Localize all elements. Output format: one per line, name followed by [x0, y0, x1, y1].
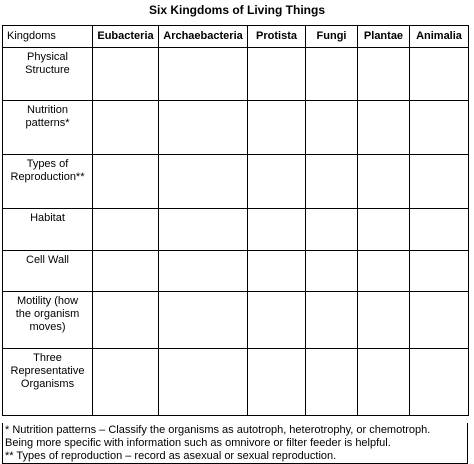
cell-protista[interactable]	[248, 101, 306, 155]
cell-plantae[interactable]	[358, 101, 410, 155]
row-types-of-reproduction	[3, 155, 469, 209]
header-plantae: Plantae	[358, 26, 410, 48]
cell-plantae[interactable]	[358, 349, 410, 416]
cell-eubacteria[interactable]	[93, 349, 159, 416]
footnote-reproduction: ** Types of reproduction – record as asexual or sexual reproduction.	[5, 450, 337, 462]
cell-archaebacteria[interactable]	[159, 209, 248, 251]
kingdoms-table	[2, 25, 469, 416]
row-cell-wall	[3, 251, 469, 292]
header-protista: Protista	[248, 26, 306, 48]
cell-archaebacteria[interactable]	[159, 155, 248, 209]
cell-protista[interactable]	[248, 155, 306, 209]
cell-protista[interactable]	[248, 349, 306, 416]
cell-eubacteria[interactable]	[93, 101, 159, 155]
row-nutrition-patterns	[3, 101, 469, 155]
cell-eubacteria[interactable]	[93, 48, 159, 101]
row-label: Nutrition patterns*	[3, 101, 93, 155]
cell-archaebacteria[interactable]	[159, 101, 248, 155]
header-kingdoms: Kingdoms	[3, 26, 93, 48]
header-archaebacteria: Archaebacteria	[159, 26, 248, 48]
cell-fungi[interactable]	[306, 349, 358, 416]
cell-protista[interactable]	[248, 209, 306, 251]
cell-protista[interactable]	[248, 251, 306, 292]
page-title: Six Kingdoms of Living Things	[149, 3, 325, 17]
cell-animalia[interactable]	[410, 209, 469, 251]
header-eubacteria: Eubacteria	[93, 26, 159, 48]
footnotes	[2, 423, 468, 464]
row-three-representative-organisms	[3, 349, 469, 416]
footnote-nutrition-detail: Being more specific with information such as omnivore or filter feeder is helpful.	[5, 437, 391, 449]
row-label: Motility (how the organism moves)	[3, 292, 93, 349]
cell-eubacteria[interactable]	[93, 209, 159, 251]
cell-plantae[interactable]	[358, 155, 410, 209]
cell-archaebacteria[interactable]	[159, 349, 248, 416]
cell-plantae[interactable]	[358, 48, 410, 101]
cell-protista[interactable]	[248, 48, 306, 101]
cell-eubacteria[interactable]	[93, 251, 159, 292]
cell-animalia[interactable]	[410, 349, 469, 416]
cell-animalia[interactable]	[410, 251, 469, 292]
cell-animalia[interactable]	[410, 48, 469, 101]
cell-animalia[interactable]	[410, 155, 469, 209]
row-label: Types of Reproduction**	[3, 155, 93, 209]
cell-archaebacteria[interactable]	[159, 292, 248, 349]
row-motility	[3, 292, 469, 349]
cell-eubacteria[interactable]	[93, 155, 159, 209]
header-animalia: Animalia	[410, 26, 469, 48]
cell-fungi[interactable]	[306, 101, 358, 155]
header-fungi: Fungi	[306, 26, 358, 48]
cell-eubacteria[interactable]	[93, 292, 159, 349]
cell-fungi[interactable]	[306, 292, 358, 349]
cell-fungi[interactable]	[306, 209, 358, 251]
cell-plantae[interactable]	[358, 209, 410, 251]
header-row	[3, 26, 469, 48]
row-physical-structure	[3, 48, 469, 101]
cell-fungi[interactable]	[306, 155, 358, 209]
cell-animalia[interactable]	[410, 292, 469, 349]
cell-animalia[interactable]	[410, 101, 469, 155]
cell-fungi[interactable]	[306, 48, 358, 101]
row-label: Cell Wall	[3, 251, 93, 292]
cell-protista[interactable]	[248, 292, 306, 349]
cell-archaebacteria[interactable]	[159, 251, 248, 292]
row-label: Three Representative Organisms	[3, 349, 93, 416]
row-habitat	[3, 209, 469, 251]
footnote-nutrition: * Nutrition patterns – Classify the organisms as autotroph, heterotrophy, or chemotroph.	[5, 424, 431, 436]
row-label: Physical Structure	[3, 48, 93, 101]
cell-fungi[interactable]	[306, 251, 358, 292]
cell-archaebacteria[interactable]	[159, 48, 248, 101]
cell-plantae[interactable]	[358, 292, 410, 349]
row-label: Habitat	[3, 209, 93, 251]
cell-plantae[interactable]	[358, 251, 410, 292]
